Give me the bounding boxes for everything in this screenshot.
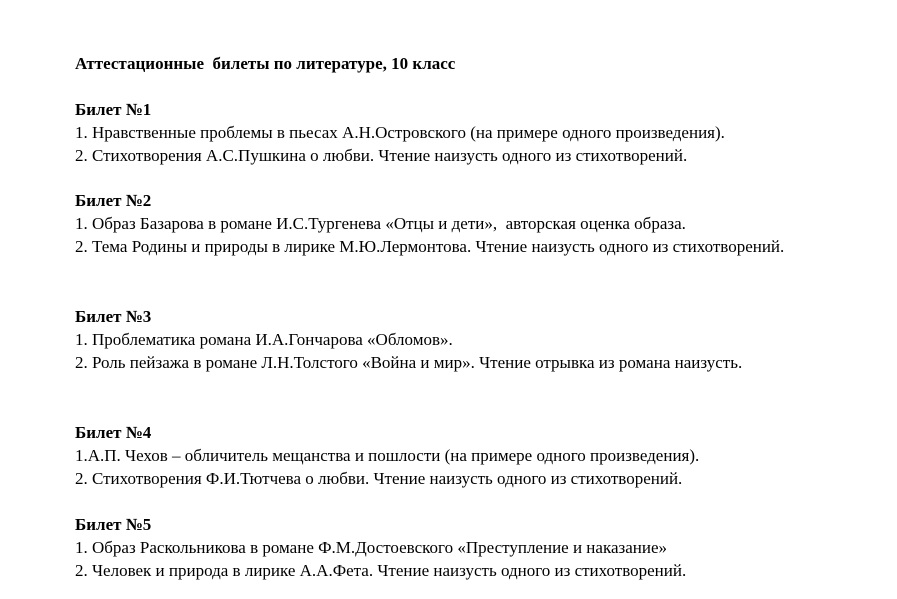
ticket-heading: Билет №5	[75, 515, 152, 534]
ticket-5	[75, 513, 875, 582]
document-title: Аттестационные билеты по литературе, 10 класс	[75, 54, 456, 73]
ticket-question: 2. Человек и природа в лирике А.А.Фета. Чтение наизусть одного из стихотворений.	[75, 561, 687, 580]
ticket-3	[75, 305, 875, 374]
ticket-2	[75, 189, 875, 258]
ticket-question: 1. Нравственные проблемы в пьесах А.Н.Островского (на примере одного произведения).	[75, 123, 725, 142]
ticket-heading: Билет №2	[75, 191, 152, 210]
ticket-question: 2. Стихотворения Ф.И.Тютчева о любви. Чтение наизусть одного из стихотворений.	[75, 469, 683, 488]
ticket-question: 1.А.П. Чехов – обличитель мещанства и пошлости (на примере одного произведения).	[75, 446, 700, 465]
ticket-question: 2. Стихотворения А.С.Пушкина о любви. Чтение наизусть одного из стихотворений.	[75, 146, 688, 165]
ticket-1	[75, 98, 875, 167]
ticket-question: 1. Проблематика романа И.А.Гончарова «Обломов».	[75, 330, 453, 349]
ticket-question: 1. Образ Базарова в романе И.С.Тургенева «Отцы и дети», авторская оценка образа.	[75, 214, 686, 233]
ticket-question: 2. Роль пейзажа в романе Л.Н.Толстого «Война и мир». Чтение отрывка из романа наизусть.	[75, 353, 743, 372]
ticket-question: 1. Образ Раскольникова в романе Ф.М.Достоевского «Преступление и наказание»	[75, 538, 668, 557]
ticket-question: 2. Тема Родины и природы в лирике М.Ю.Лермонтова. Чтение наизусть одного из стихотворений.	[75, 237, 785, 256]
ticket-heading: Билет №3	[75, 307, 152, 326]
ticket-heading: Билет №4	[75, 423, 152, 442]
ticket-4	[75, 421, 875, 490]
ticket-heading: Билет №1	[75, 100, 152, 119]
